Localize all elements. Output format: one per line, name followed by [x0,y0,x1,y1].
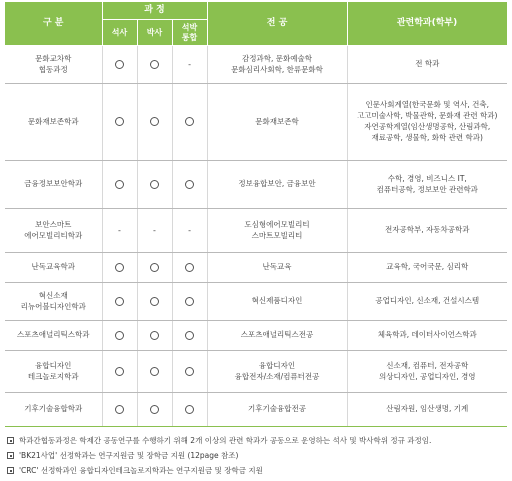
integrated-cell [172,283,207,321]
integrated-cell [172,46,207,84]
note-text: 'BK21사업' 선정학과는 연구지원금 및 장학금 지원 (12page 참조) [19,451,239,460]
major-cell [207,283,347,321]
doctoral-cell [137,209,172,253]
doctoral-cell [137,46,172,84]
integrated-cell [172,253,207,283]
masters-cell [102,209,137,253]
integrated-cell [172,161,207,209]
header-integrated-line1: 석박 [181,23,198,33]
header-doctoral: 박사 [137,20,172,46]
doctoral-cell [137,393,172,427]
circle-mark-icon [185,117,194,126]
division-cell [5,351,102,393]
division-cell [5,161,102,209]
circle-mark-icon [150,297,159,306]
major-cell [207,46,347,84]
dash-mark: - [188,59,191,69]
division-cell-line: 난독교육학과 [31,262,75,272]
division-cell-line: 테크놀로지학과 [27,371,79,381]
square-bullet-icon [7,467,14,474]
division-cell-line: 스포츠애널리틱스학과 [17,330,90,340]
integrated-cell [172,393,207,427]
division-cell [5,393,102,427]
related-dept-cell-line: 의상디자인, 공업디자인, 경영 [379,371,476,381]
related-dept-cell-line: 수학, 경영, 비즈니스 IT, [387,173,467,183]
masters-cell [102,253,137,283]
masters-cell [102,351,137,393]
masters-cell [102,393,137,427]
header-masters: 석사 [102,20,137,46]
masters-cell [102,321,137,351]
circle-mark-icon [115,60,124,69]
table-row [5,46,507,84]
note-item [7,433,507,448]
note-text: 학과간협동과정은 학제간 공동연구를 수행하기 위해 2개 이상의 관련 학과가 공동으로 운영하는 석사 및 박사학위 정규 과정임. [19,436,432,445]
division-cell [5,253,102,283]
program-table [5,2,508,427]
circle-mark-icon [150,405,159,414]
division-cell-line: 금융정보보안학과 [24,179,83,189]
related-dept-cell [347,351,507,393]
doctoral-cell [137,321,172,351]
division-cell-line: 문화재보존학과 [27,116,79,126]
header-course: 과 정 [102,2,207,20]
related-dept-cell-line: 전 학과 [415,59,440,69]
division-cell [5,84,102,161]
table-row [5,209,507,253]
circle-mark-icon [115,405,124,414]
related-dept-cell-line: 전자공학부, 자동차공학과 [385,225,470,235]
major-cell-line: 스마트모빌리티 [251,230,303,240]
major-cell-line: 융합전자/소재/컴퓨터전공 [234,371,320,381]
circle-mark-icon [150,263,159,272]
dash-mark: - [188,225,191,235]
related-dept-cell [347,161,507,209]
division-cell [5,321,102,351]
division-cell-line: 에어모빌리티학과 [24,230,83,240]
division-cell [5,209,102,253]
major-cell-line: 기후기술융합전공 [248,404,306,414]
table-header [5,2,507,46]
square-bullet-icon [7,437,14,444]
header-integrated [172,20,207,46]
circle-mark-icon [150,367,159,376]
header-division: 구 분 [5,2,102,46]
circle-mark-icon [115,263,124,272]
program-table-container [5,2,507,427]
circle-mark-icon [185,263,194,272]
related-dept-cell [347,393,507,427]
major-cell-line: 문화재보존학 [255,116,299,126]
masters-cell [102,283,137,321]
related-dept-cell-line: 공업디자인, 신소재, 건설시스템 [375,296,480,306]
major-cell [207,321,347,351]
major-cell-line: 정보융합보안, 금융보안 [238,179,316,189]
integrated-cell [172,351,207,393]
related-dept-cell [347,84,507,161]
related-dept-cell [347,253,507,283]
table-row [5,351,507,393]
division-cell [5,46,102,84]
major-cell-line: 문화심리사회학, 한류문화학 [231,64,323,74]
related-dept-cell-line: 신소재, 컴퓨터, 전자공학 [386,360,469,370]
major-cell-line: 스포츠애널리틱스전공 [240,330,314,340]
major-cell [207,209,347,253]
table-body [5,46,507,427]
major-cell [207,393,347,427]
related-dept-cell [347,209,507,253]
note-item [7,463,507,478]
masters-cell [102,46,137,84]
doctoral-cell [137,84,172,161]
table-row [5,253,507,283]
masters-cell [102,161,137,209]
table-row [5,393,507,427]
related-dept-cell [347,321,507,351]
circle-mark-icon [115,180,124,189]
circle-mark-icon [185,297,194,306]
header-related-dept: 관련학과(학부) [347,2,507,46]
major-cell [207,351,347,393]
related-dept-cell-line: 체육학과, 데이터사이언스학과 [377,330,477,340]
integrated-cell [172,321,207,351]
related-dept-cell [347,283,507,321]
major-cell [207,84,347,161]
related-dept-cell-line: 컴퓨터공학, 정보보안 관련학과 [376,184,478,194]
table-row [5,283,507,321]
division-cell-line: 리뉴어블디자인학과 [20,301,86,311]
dash-mark: - [153,225,156,235]
major-cell-line: 혁신제품디자인 [251,296,303,306]
major-cell [207,161,347,209]
circle-mark-icon [150,180,159,189]
circle-mark-icon [150,60,159,69]
related-dept-cell-line: 자연공학계열(임산생명공학, 산림과학, [364,122,491,131]
circle-mark-icon [185,331,194,340]
major-cell-line: 도심형에어모빌리티 [244,219,310,229]
related-dept-cell-line: 교육학, 국어국문, 심리학 [386,262,469,272]
doctoral-cell [137,283,172,321]
division-cell-line: 혁신소재 [38,290,68,300]
related-dept-cell [347,46,507,84]
major-cell-line: 융합디자인 [258,360,296,370]
division-cell [5,283,102,321]
integrated-cell [172,84,207,161]
square-bullet-icon [7,452,14,459]
masters-cell [102,84,137,161]
circle-mark-icon [185,405,194,414]
circle-mark-icon [115,331,124,340]
major-cell-line: 감정과학, 문화예술학 [242,53,312,63]
circle-mark-icon [185,180,194,189]
related-dept-cell-line: 산림자원, 임산생명, 기계 [386,404,469,414]
doctoral-cell [137,253,172,283]
related-dept-cell-line: 고고미술사학, 박물관학, 문화재 관련 학과) [357,111,498,121]
note-item [7,448,507,463]
related-dept-cell-line: 재료공학, 생물학, 화학 관련 학과) [371,132,483,142]
notes-section [7,433,507,478]
note-text: 'CRC' 선정학과인 융합디자인테크놀로지학과는 연구지원금 및 장학금 지원 [19,466,263,475]
circle-mark-icon [115,297,124,306]
division-cell-line: 문화교차학 [35,53,72,63]
division-cell-line: 협동과정 [38,64,68,74]
table-row [5,161,507,209]
circle-mark-icon [115,117,124,126]
circle-mark-icon [115,367,124,376]
division-cell-line: 기후기술융합학과 [24,404,83,414]
circle-mark-icon [185,367,194,376]
dash-mark: - [118,225,121,235]
integrated-cell [172,209,207,253]
doctoral-cell [137,351,172,393]
major-cell [207,253,347,283]
major-cell-line: 난독교육 [262,262,292,272]
related-dept-cell-line: 인문사회계열(한국문화 및 역사, 건축, [365,100,490,110]
table-row [5,84,507,161]
table-row [5,321,507,351]
header-major: 전 공 [207,2,347,46]
circle-mark-icon [150,117,159,126]
header-integrated-line2: 통합 [181,32,198,42]
division-cell-line: 보안스마트 [35,219,72,229]
circle-mark-icon [150,331,159,340]
division-cell-line: 융합디자인 [35,360,72,370]
doctoral-cell [137,161,172,209]
